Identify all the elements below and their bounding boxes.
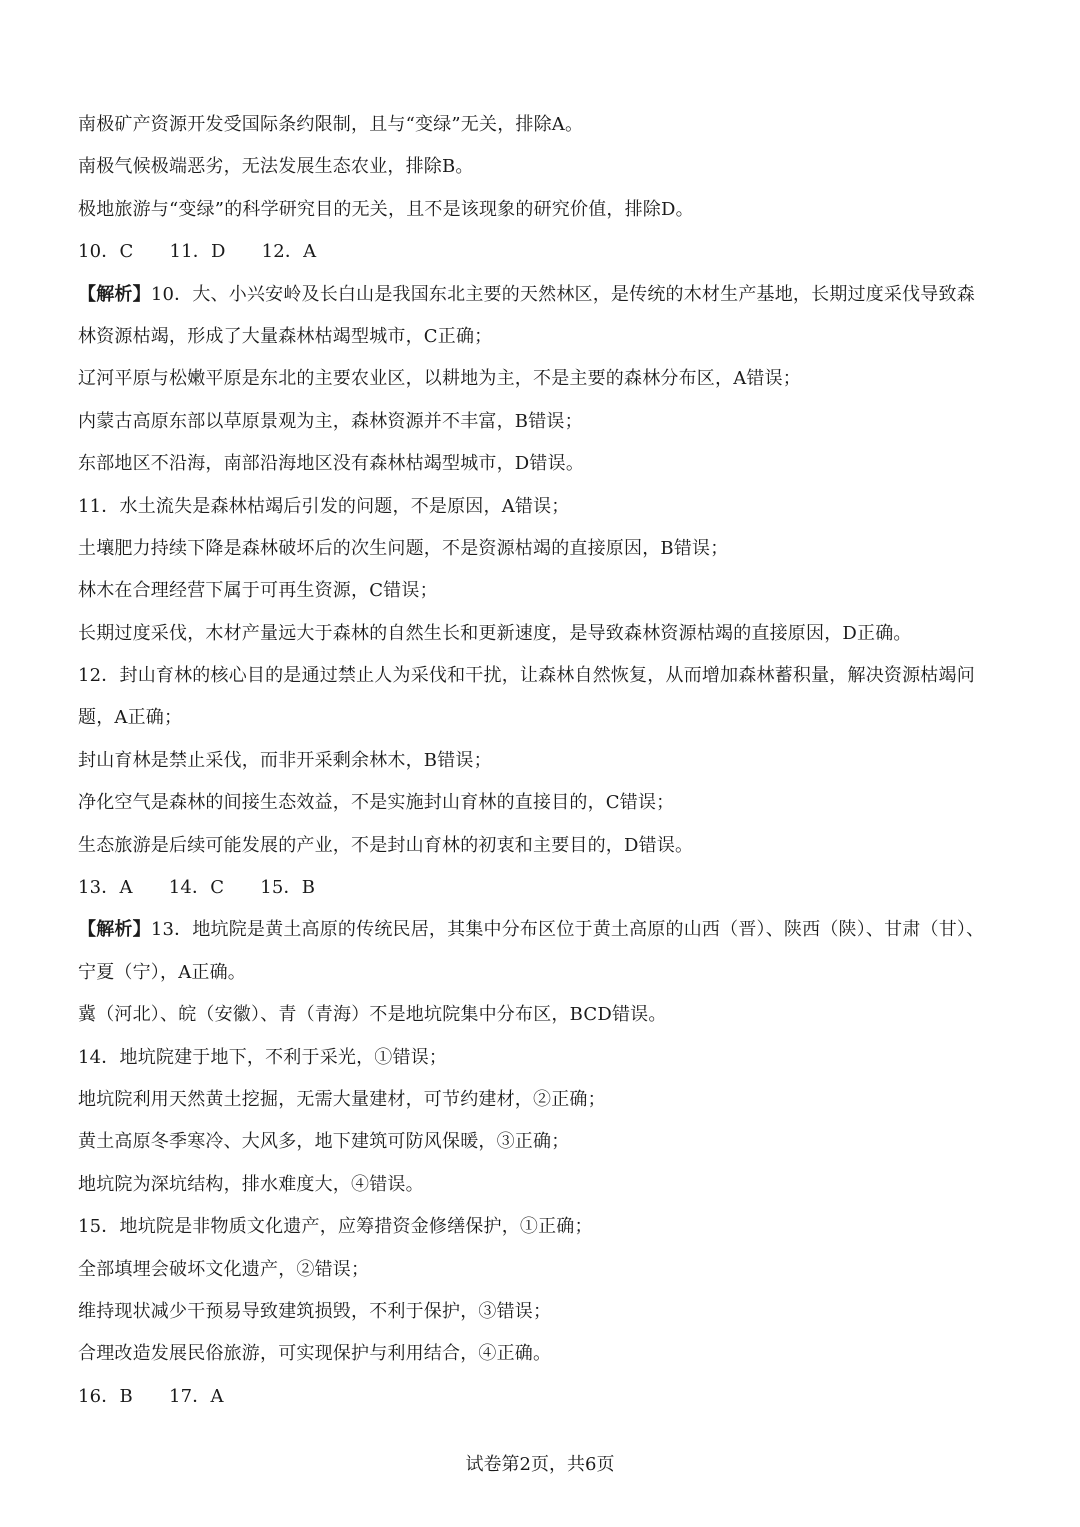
text-line: 12．封山育林的核心目的是通过禁止人为采伐和干扰，让森林自然恢复，从而增加森林蓄积量，解决资源枯竭问: [78, 665, 975, 687]
analysis-text: 13．地坑院是黄土高原的传统民居，其集中分布区位于黄土高原的山西（晋）、陕西（陕）、甘肃（甘）、: [150, 919, 985, 941]
text-line: 林木在合理经营下属于可再生资源，C错误；: [78, 580, 438, 602]
analysis-label: 【解析】: [78, 283, 151, 305]
answer-item: 16．B: [78, 1385, 133, 1407]
answer-item: 14．C: [168, 877, 225, 899]
text-line: 地坑院为深坑结构，排水难度大，④错误。: [78, 1173, 424, 1195]
analysis-text: 10．大、小兴安岭及长白山是我国东北主要的天然林区，是传统的木材生产基地，长期过度采伐导致森: [150, 283, 975, 305]
text-line: 地坑院利用天然黄土挖掘，无需大量建材，可节约建材，②正确；: [78, 1088, 606, 1110]
answer-item: 17．A: [168, 1385, 224, 1407]
text-line: 生态旅游是后续可能发展的产业，不是封山育林的初衷和主要目的，D错误。: [78, 834, 694, 856]
text-line: 题，A正确；: [78, 707, 183, 729]
text-line: 内蒙古高原东部以草原景观为主，森林资源并不丰富，B错误；: [78, 410, 583, 432]
text-line: 黄土高原冬季寒冷、大风多，地下建筑可防风保暖，③正确；: [78, 1131, 570, 1153]
page-footer: 试卷第2页，共6页: [465, 1454, 615, 1475]
answer-item: 13．A: [78, 877, 133, 899]
answer-item: 10．C: [78, 241, 134, 263]
analysis-line: [78, 274, 1018, 316]
answer-key-line: [78, 231, 1018, 273]
answer-key-line: [78, 867, 1018, 909]
text-line: 15．地坑院是非物质文化遗产，应筹措资金修缮保护，①正确；: [78, 1216, 593, 1238]
text-line: 合理改造发展民俗旅游，可实现保护与利用结合，④正确。: [78, 1343, 552, 1365]
text-line: 长期过度采伐，木材产量远大于森林的自然生长和更新速度，是导致森林资源枯竭的直接原因，D正确。: [78, 622, 912, 644]
text-line: 极地旅游与“变绿”的科学研究目的无关，且不是该现象的研究价值，排除D。: [78, 198, 694, 220]
text-line: 封山育林是禁止采伐，而非开采剩余林木，B错误；: [78, 749, 492, 771]
document-body: [78, 104, 1018, 1418]
answer-item: 15．B: [260, 877, 316, 899]
text-line: 辽河平原与松嫩平原是东北的主要农业区，以耕地为主，不是主要的森林分布区，A错误；: [78, 368, 801, 390]
text-line: 净化空气是森林的间接生态效益，不是实施封山育林的直接目的，C错误；: [78, 792, 675, 814]
text-line: 14．地坑院建于地下，不利于采光，①错误；: [78, 1046, 448, 1068]
text-line: 宁夏（宁），A正确。: [78, 961, 246, 983]
text-line: 11．水土流失是森林枯竭后引发的问题，不是原因，A错误；: [78, 495, 570, 517]
text-line: 林资源枯竭，形成了大量森林枯竭型城市，C正确；: [78, 325, 493, 347]
answer-key-line: [78, 1376, 1018, 1418]
analysis-line: [78, 909, 1018, 951]
text-line: 维持现状减少干预易导致建筑损毁，不利于保护，③错误；: [78, 1300, 552, 1322]
text-line: 东部地区不沿海，南部沿海地区没有森林枯竭型城市，D错误。: [78, 453, 585, 475]
text-line: 南极矿产资源开发受国际条约限制，且与“变绿”无关，排除A。: [78, 114, 584, 135]
text-line: 南极气候极端恶劣，无法发展生态农业，排除B。: [78, 156, 474, 178]
text-line: 土壤肥力持续下降是森林破坏后的次生问题，不是资源枯竭的直接原因，B错误；: [78, 537, 729, 559]
answer-item: 12．A: [261, 241, 317, 263]
analysis-label: 【解析】: [78, 919, 151, 941]
text-line: 全部填埋会破坏文化遗产，②错误；: [78, 1258, 370, 1280]
answer-item: 11．D: [169, 241, 226, 263]
text-line: 冀（河北）、皖（安徽）、青（青海）不是地坑院集中分布区，BCD错误。: [78, 1004, 667, 1026]
